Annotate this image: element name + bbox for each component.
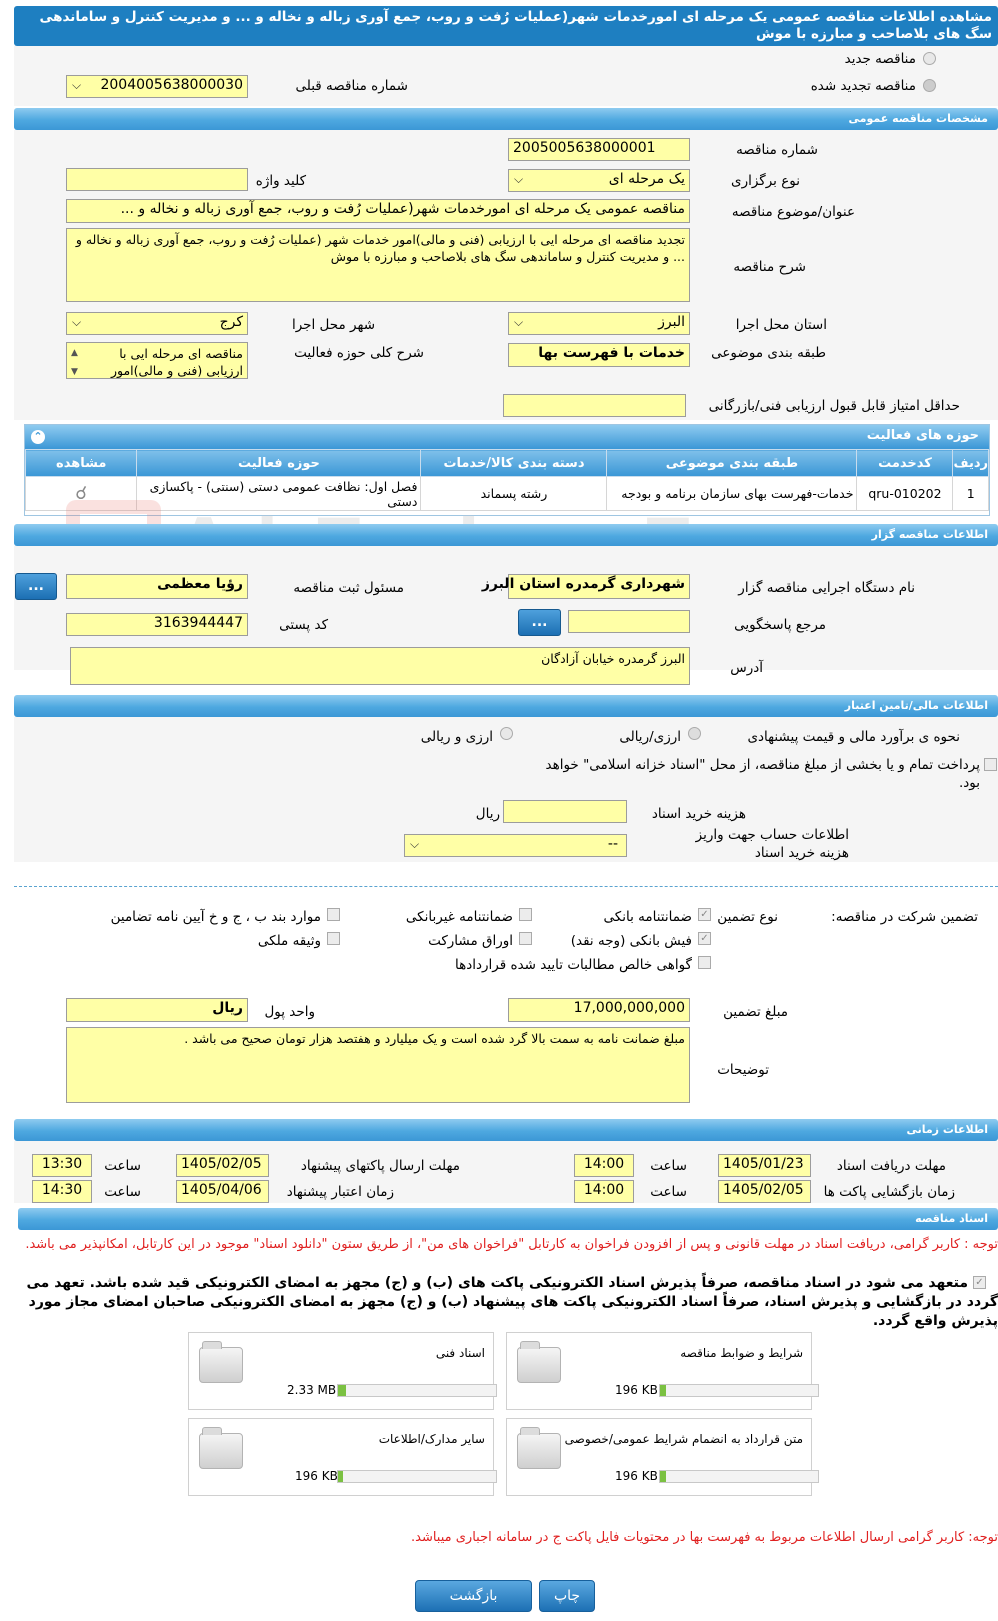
open-time-field[interactable]: 14:00	[574, 1180, 634, 1203]
treasury-text: پرداخت تمام و یا بخشی از مبلغ مناقصه، از محل "اسناد خزانه اسلامی" خواهد بود.	[545, 757, 980, 791]
documents-notice: توجه : کاربر گرامی، دریافت اسناد در مهلت قانونی و پس از افزودن فراخوان به کارتابل "فراخوان های من"، از طریق ستون "دانلود اسناد" موجود در این کارتابل، امکانپذیر می باشد.	[25, 1237, 998, 1252]
province-value: البرز	[658, 314, 685, 330]
method-radio-1[interactable]	[688, 727, 701, 740]
cell-group: رشته پسماند	[421, 477, 607, 511]
magnifier-icon[interactable]: ☌	[75, 482, 88, 504]
property-checkbox[interactable]	[327, 932, 340, 945]
validity-date-field[interactable]: 1405/04/06	[176, 1180, 269, 1203]
file-name: اسناد فنی	[435, 1346, 485, 1360]
page-title: مشاهده اطلاعات مناقصه عمومی یک مرحله ای امورخدمات شهر(عملیات رُفت و روب، جمع آوری زباله و نخاله و ... و مدیریت کنترل و ساماندهی سگ های بلاصاحب و مبارزه با موش	[14, 6, 998, 46]
activities-table	[25, 449, 989, 511]
file-progress-fill	[660, 1471, 666, 1482]
file-used: 2.33 MB	[287, 1383, 337, 1397]
ref-field[interactable]	[568, 610, 690, 633]
collapse-icon[interactable]: ⌃	[31, 430, 45, 444]
open-label: زمان بازگشایی پاکت ها	[823, 1184, 955, 1200]
account-value: --	[607, 836, 618, 852]
account-select[interactable]	[404, 834, 627, 857]
timing-header: اطلاعات زمانی	[14, 1119, 998, 1141]
prev-number-select[interactable]	[66, 75, 248, 98]
tender-number-label: شماره مناقصه	[736, 142, 818, 158]
file-box[interactable]	[188, 1418, 494, 1496]
file-box[interactable]	[506, 1332, 812, 1410]
file-name: سایر مدارک/اطلاعات	[378, 1432, 485, 1446]
receive-date-field[interactable]: 1405/01/23	[718, 1154, 811, 1177]
activities-header-label: حوزه های فعالیت	[866, 428, 979, 443]
ref-label: مرجع پاسخگویی	[734, 617, 826, 633]
doc-cost-field[interactable]	[503, 800, 627, 823]
validity-label: زمان اعتبار پیشنهاد	[286, 1184, 394, 1200]
bonds-checkbox[interactable]	[519, 932, 532, 945]
method-opt2: ارزی و ریالی	[420, 729, 493, 745]
renewed-tender-label: مناقصه تجدید شده	[810, 78, 916, 94]
new-tender-radio[interactable]	[923, 52, 936, 65]
bank-receipt-label: فیش بانکی (وجه نقد)	[570, 933, 692, 949]
receive-time-field[interactable]: 14:00	[574, 1154, 634, 1177]
send-date-field[interactable]: 1405/02/05	[176, 1154, 269, 1177]
desc-textarea[interactable]: تجدید مناقصه ای مرحله ایی با ارزیابی (فنی و مالی)امور خدمات شهر (عملیات رُفت و روب، جمع آوری زباله و نخاله و ... و مدیریت کنترل و ساماندهی سگ های بلاصاحب و مبارزه با موش	[66, 228, 690, 302]
cell-category: خدمات-فهرست بهای سازمان برنامه و بودجه	[607, 477, 857, 511]
cases-label: موارد بند ب ، ج و خ آیین نامه تضامین	[110, 909, 321, 925]
account-label: اطلاعات حساب جهت واریز هزینه خرید اسناد	[695, 827, 849, 861]
commit-checkbox[interactable]: ✓	[973, 1276, 986, 1289]
receive-time-label: ساعت	[650, 1158, 687, 1174]
category-label: طبقه بندی موضوعی	[711, 345, 826, 361]
city-select[interactable]	[66, 312, 248, 335]
commit-text: متعهد می شود در اسناد مناقصه، صرفاً پذیرش اسناد الکترونیکی پاکت های (ب) و (ج) مجهز به امضای الکترونیکی قید شده باشد. تعهد می گردد در بازگشایی و پذیرش اسناد، صرفاً اسناد الکترونیکی پاکت های پیشنهاد (ب) و (ج) مجهز به امضای الکترونیکی صاحبان امضای مجاز مورد پذیرش واقع گردد.	[26, 1275, 998, 1329]
claims-label: گواهی خالص مطالبات تایید شده قراردادها	[455, 957, 692, 973]
org-label: نام دستگاه اجرایی مناقصه گزار	[738, 580, 915, 596]
city-label: شهر محل اجرا	[291, 317, 375, 333]
bank-guarantee-label: ضمانتنامه بانکی	[603, 909, 692, 925]
chevron-down-icon: ⌵	[72, 78, 82, 92]
validity-time-label: ساعت	[104, 1184, 141, 1200]
type-select[interactable]	[508, 169, 690, 192]
non-bank-checkbox[interactable]	[519, 908, 532, 921]
postal-label: کد پستی	[279, 617, 328, 633]
method-radio-2[interactable]	[500, 727, 513, 740]
file-progress-fill	[338, 1385, 346, 1396]
activities-section	[24, 424, 990, 516]
chevron-down-icon: ⌵	[514, 315, 524, 329]
notes-textarea[interactable]: مبلغ ضمانت نامه به سمت بالا گرد شده است و یک میلیارد و هفتصد هزار تومان صحیح می باشد .	[66, 1027, 690, 1103]
desc-label: شرح مناقصه	[733, 259, 806, 275]
cell-field: فصل اول: نظافت عمومی دستی (سنتی) - پاکسازی دستی	[137, 477, 421, 511]
col-view: مشاهده	[26, 450, 137, 477]
open-time-label: ساعت	[650, 1184, 687, 1200]
file-used: 196 KB	[615, 1469, 658, 1483]
responsible-field[interactable]: رؤیا معظمی	[66, 574, 248, 599]
file-used: 196 KB	[295, 1469, 338, 1483]
send-time-field[interactable]: 13:30	[32, 1154, 92, 1177]
send-time-label: ساعت	[104, 1158, 141, 1174]
guarantee-type-label: نوع تضمین	[717, 909, 778, 925]
col-row: ردیف	[953, 450, 989, 477]
non-bank-label: ضمانتنامه غیربانکی	[405, 909, 513, 925]
amount-label: مبلغ تضمین	[723, 1004, 788, 1020]
activity-desc-label: شرح کلی حوزه فعالیت	[294, 345, 424, 361]
open-date-field[interactable]: 1405/02/05	[718, 1180, 811, 1203]
cell-row: 1	[953, 477, 989, 511]
responsible-label: مسئول ثبت مناقصه	[293, 580, 404, 596]
property-label: وثیقه ملکی	[257, 933, 321, 949]
notes-label: توضیحات	[717, 1062, 769, 1078]
currency-label: واحد پول	[264, 1004, 315, 1020]
tender-number-field[interactable]: 2005005638000001	[508, 138, 690, 161]
folder-icon	[517, 1347, 561, 1383]
file-box[interactable]	[188, 1332, 494, 1410]
folder-icon	[517, 1433, 561, 1469]
file-name: متن قرارداد به انضمام شرایط عمومی/خصوصی	[564, 1432, 803, 1446]
file-progress	[659, 1470, 819, 1483]
amount-field[interactable]: 17,000,000,000	[508, 998, 690, 1022]
validity-time-field[interactable]: 14:30	[32, 1180, 92, 1203]
organizer-header: اطلاعات مناقصه گزار	[14, 524, 998, 546]
participation-label: تضمین شرکت در مناقصه:	[831, 909, 978, 925]
chevron-down-icon: ⌵	[410, 837, 420, 851]
send-label: مهلت ارسال پاکتهای پیشنهاد	[300, 1158, 460, 1174]
chevron-down-icon: ⌵	[72, 315, 82, 329]
back-button[interactable]: بازگشت	[415, 1580, 532, 1612]
currency-field[interactable]: ریال	[66, 998, 248, 1022]
cell-code: qru-010202	[857, 477, 953, 511]
file-progress	[337, 1470, 497, 1483]
min-score-label: حداقل امتیاز قابل قبول ارزیابی فنی/بازرگانی	[708, 398, 960, 414]
receive-label: مهلت دریافت اسناد	[836, 1158, 946, 1174]
new-tender-label: مناقصه جدید	[844, 51, 916, 67]
doc-cost-label: هزینه خرید اسناد	[651, 806, 746, 822]
subject-field[interactable]: مناقصه عمومی یک مرحله ای امورخدمات شهر(عملیات رُفت و روب، جمع آوری زباله و نخاله و ...	[66, 199, 690, 223]
keyword-label: کلید واژه	[255, 173, 306, 189]
file-progress-fill	[660, 1385, 666, 1396]
responsible-lookup-button[interactable]: ...	[15, 573, 57, 600]
bonds-label: اوراق مشارکت	[428, 933, 513, 949]
divider	[14, 886, 998, 887]
subject-label: عنوان/موضوع مناقصه	[731, 204, 855, 220]
activity-desc-textarea[interactable]	[66, 342, 248, 379]
file-used: 196 KB	[615, 1383, 658, 1397]
prev-number-label: شماره مناقصه قبلی	[295, 78, 408, 94]
bank-guarantee-checkbox[interactable]: ✓	[698, 908, 711, 921]
file-progress	[659, 1384, 819, 1397]
finance-header: اطلاعات مالی/تامین اعتبار	[14, 695, 998, 717]
col-group: دسته بندی کالا/خدمات	[421, 450, 607, 477]
file-box[interactable]	[506, 1418, 812, 1496]
method-opt1: ارزی/ریالی	[619, 729, 681, 745]
file-name: شرایط و ضوابط مناقصه	[680, 1346, 803, 1360]
prev-number-value: 2004005638000030	[100, 77, 243, 93]
postal-field[interactable]: 3163944447	[66, 613, 248, 636]
province-label: استان محل اجرا	[735, 317, 827, 333]
col-field: حوزه فعالیت	[137, 450, 421, 477]
print-button[interactable]: چاپ	[539, 1580, 595, 1612]
city-value: کرج	[219, 314, 243, 330]
activity-desc-text: مناقصه ای مرحله ایی با ارزیابی (فنی و مالی)امور	[110, 346, 243, 378]
claims-checkbox[interactable]	[698, 956, 711, 969]
scroll-up-icon[interactable]: ▲	[71, 348, 78, 358]
activities-header	[25, 425, 989, 449]
cases-checkbox[interactable]	[327, 908, 340, 921]
renewed-tender-radio[interactable]	[923, 79, 936, 92]
type-value: یک مرحله ای	[608, 171, 685, 187]
file-progress-fill	[338, 1471, 343, 1482]
scroll-down-icon[interactable]: ▼	[71, 367, 78, 377]
address-label: آدرس	[730, 660, 763, 676]
documents-header: اسناد مناقصه	[18, 1208, 998, 1230]
address-field[interactable]: البرز گرمدره خیابان آزادگان	[70, 647, 690, 685]
type-label: نوع برگزاری	[731, 173, 800, 189]
col-code: کدخدمت	[857, 450, 953, 477]
ref-lookup-button[interactable]: ...	[518, 609, 561, 636]
category-field[interactable]: خدمات با فهرست بها	[508, 343, 690, 367]
chevron-down-icon: ⌵	[514, 172, 524, 186]
min-score-field[interactable]	[503, 394, 686, 417]
province-select[interactable]	[508, 312, 690, 335]
file-progress	[337, 1384, 497, 1397]
documents-footnote: توجه: کاربر گرامی ارسال اطلاعات مربوط به فهرست بها در محتویات فایل پاکت ج در سامانه اجباری میباشد.	[411, 1530, 998, 1545]
doc-cost-unit: ریال	[475, 806, 500, 822]
col-category: طبقه بندی موضوعی	[607, 450, 857, 477]
bank-receipt-checkbox[interactable]: ✓	[698, 932, 711, 945]
treasury-checkbox[interactable]	[984, 758, 997, 771]
folder-icon	[199, 1433, 243, 1469]
method-label: نحوه ی برآورد مالی و قیمت پیشنهادی	[747, 729, 960, 745]
keyword-field[interactable]	[66, 168, 248, 191]
folder-icon	[199, 1347, 243, 1383]
general-header: مشخصات مناقصه عمومی	[14, 108, 998, 130]
org-field[interactable]: شهرداری گرمدره استان البرز	[508, 574, 690, 599]
